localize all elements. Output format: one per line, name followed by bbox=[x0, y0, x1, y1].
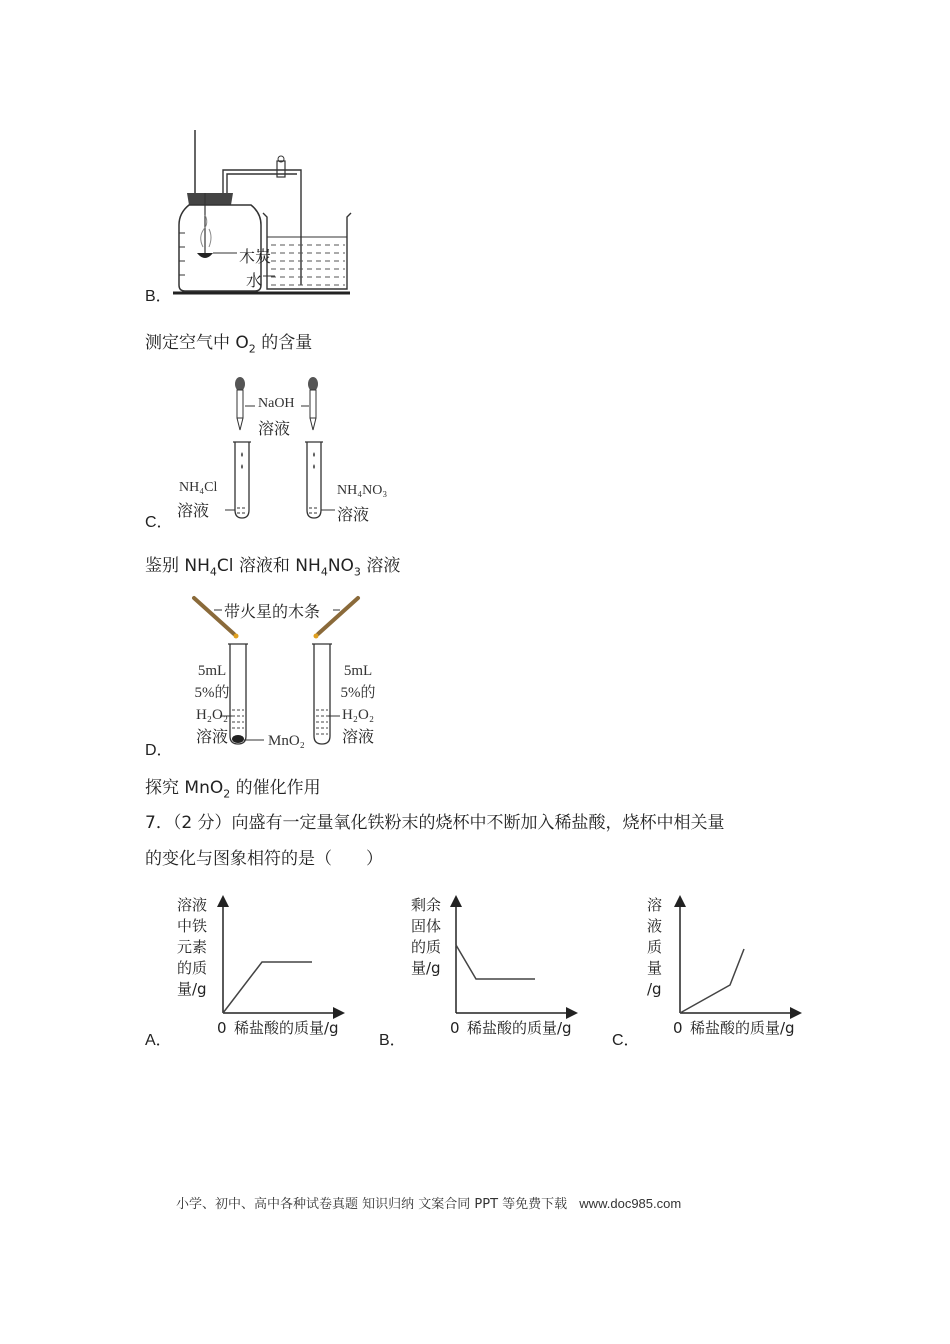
label-d-right: 5mL 5%的 H₂O₂ 溶液 bbox=[340, 663, 376, 746]
option-b-caption: 测定空气中 $O_2$ 的含量 bbox=[145, 333, 313, 356]
footer-link[interactable]: www.doc985.com bbox=[579, 1196, 682, 1211]
label-naoh-solution: 溶液 bbox=[258, 419, 291, 438]
option-c-caption: 鉴别 $NH_4Cl$ 溶液和 $NH_4NO_3$ 溶液 bbox=[145, 556, 401, 579]
question-7 bbox=[145, 808, 825, 874]
graph-b-curve bbox=[456, 945, 535, 979]
footer-text: 小学、初中、高中各种试卷真题 知识归纳 文案合同 PPT 等免费下载 bbox=[176, 1197, 568, 1212]
label-mno2: MnO₂ bbox=[268, 733, 305, 749]
graph-a-ylabel: 溶液 中铁 元素 的质 量/g bbox=[177, 896, 208, 998]
graph-b-plot bbox=[448, 895, 578, 1020]
graph-c-curve bbox=[680, 949, 744, 1013]
label-nh4cl-solution: 溶液 bbox=[177, 501, 210, 520]
label-d-left: 5mL 5%的 H₂O₂ 溶液 bbox=[194, 663, 230, 746]
label-nh4no3-solution: 溶液 bbox=[337, 505, 370, 524]
graph-b-xlabel: 稀盐酸的质量/g bbox=[467, 1019, 572, 1037]
label-nh4no3: NH₄NO₃ bbox=[337, 483, 388, 498]
label-glowing-stick: 带火星的木条 bbox=[224, 602, 321, 621]
graph-c-xlabel: 稀盐酸的质量/g bbox=[690, 1019, 795, 1037]
graph-b-option: B． bbox=[379, 1032, 406, 1049]
label-naoh: NaOH bbox=[258, 396, 295, 411]
graph-b-ylabel: 剩余 固体 的质 量/g bbox=[411, 896, 442, 977]
graph-c-ylabel: 溶 液 质 量 /g bbox=[647, 896, 663, 998]
graph-a-plot bbox=[215, 895, 345, 1020]
graph-a-curve bbox=[223, 962, 312, 1013]
graph-c-plot bbox=[672, 895, 802, 1020]
graph-c-option: C． bbox=[612, 1032, 640, 1049]
label-water: 水 bbox=[246, 271, 263, 290]
option-d-caption: 探究 MnO$_2$ 的催化作用 bbox=[145, 778, 321, 801]
label-charcoal: 木炭 bbox=[239, 247, 272, 266]
graph-a-xlabel: 稀盐酸的质量/g bbox=[234, 1019, 339, 1037]
graph-b-origin: 0 bbox=[450, 1019, 460, 1037]
question-7-line-1: 7．（2 分）向盛有一定量氧化铁粉末的烧杯中不断加入稀盐酸，烧杯中相关量 bbox=[145, 813, 725, 833]
graph-c-origin: 0 bbox=[673, 1019, 683, 1037]
apparatus-c-figure bbox=[225, 372, 335, 522]
option-d-label: D． bbox=[145, 742, 173, 759]
option-c-label: C． bbox=[145, 514, 173, 531]
label-nh4cl: NH₄Cl bbox=[179, 480, 218, 495]
apparatus-b-figure bbox=[165, 125, 365, 300]
question-7-line-2: 的变化与图象相符的是（ ） bbox=[145, 849, 383, 869]
page-footer bbox=[176, 1193, 681, 1212]
graph-a-option: A． bbox=[145, 1032, 172, 1049]
option-b-label: B． bbox=[145, 288, 172, 305]
graph-a-origin: 0 bbox=[217, 1019, 227, 1037]
